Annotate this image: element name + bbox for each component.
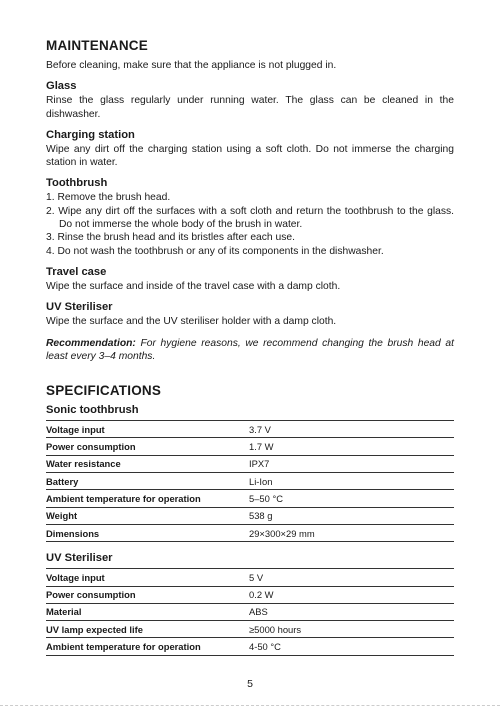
spec-value: 1.7 W: [249, 438, 454, 455]
table-row: [46, 438, 454, 455]
toothbrush-heading: Toothbrush: [46, 177, 108, 190]
spec-value: ≥5000 hours: [249, 621, 454, 638]
spec-label: Power consumption: [46, 438, 249, 455]
spec-value: 5 V: [249, 569, 454, 586]
uv-steriliser-heading: UV Steriliser: [46, 301, 113, 314]
toothbrush-steps: [46, 191, 454, 257]
uv-steriliser-spec-heading: UV Steriliser: [46, 552, 113, 565]
spec-value: 3.7 V: [249, 421, 454, 438]
spec-label: UV lamp expected life: [46, 621, 249, 638]
table-row: [46, 603, 454, 620]
glass-heading: Glass: [46, 80, 77, 93]
table-row: [46, 569, 454, 586]
spec-value: 29×300×29 mm: [249, 524, 454, 541]
toothbrush-step: 3. Rinse the brush head and its bristles after each use.: [46, 232, 295, 244]
toothbrush-step: 4. Do not wash the toothbrush or any of its components in the dishwasher.: [46, 245, 384, 257]
spec-value: IPX7: [249, 455, 454, 472]
recommendation-label: Recommendation:: [46, 337, 136, 349]
spec-label: Voltage input: [46, 421, 249, 438]
charging-station-text: Wipe any dirt off the charging station using a soft cloth. Do not immerse the charging station in water.: [46, 143, 454, 169]
page-number: 5: [247, 678, 253, 690]
table-row: [46, 490, 454, 507]
spec-label: Weight: [46, 507, 249, 524]
spec-label: Ambient temperature for operation: [46, 638, 249, 655]
table-row: [46, 473, 454, 490]
travel-case-text: Wipe the surface and inside of the travel case with a damp cloth.: [46, 280, 341, 292]
spec-value: 4-50 °C: [249, 638, 454, 655]
travel-case-heading: Travel case: [46, 265, 107, 278]
spec-label: Dimensions: [46, 524, 249, 541]
table-row: [46, 524, 454, 541]
spec-label: Voltage input: [46, 569, 249, 586]
spec-value: 5–50 °C: [249, 490, 454, 507]
specifications-section: [46, 383, 454, 656]
toothbrush-step: 2. Wipe any dirt off the surfaces with a soft cloth and return the toothbrush to the glass. Do not immerse the whole body of the brush in water.: [46, 205, 454, 231]
spec-value: 0.2 W: [249, 586, 454, 603]
manual-page: [46, 38, 454, 664]
spec-value: ABS: [249, 603, 454, 620]
table-row: [46, 507, 454, 524]
toothbrush-step: 1. Remove the brush head.: [46, 192, 171, 204]
table-row: [46, 621, 454, 638]
spec-value: Li-Ion: [249, 473, 454, 490]
footer-divider: [0, 705, 500, 706]
spec-label: Water resistance: [46, 455, 249, 472]
spec-label: Battery: [46, 473, 249, 490]
uv-steriliser-text: Wipe the surface and the UV steriliser holder with a damp cloth.: [46, 316, 337, 328]
table-row: [46, 586, 454, 603]
spec-label: Power consumption: [46, 586, 249, 603]
maintenance-heading: MAINTENANCE: [46, 38, 148, 53]
spec-label: Material: [46, 603, 249, 620]
table-row: [46, 455, 454, 472]
sonic-toothbrush-table: [46, 420, 454, 542]
uv-steriliser-table: [46, 568, 454, 655]
maintenance-intro: Before cleaning, make sure that the appliance is not plugged in.: [46, 60, 337, 71]
table-row: [46, 638, 454, 655]
glass-text: Rinse the glass regularly under running water. The glass can be cleaned in the dishwasher.: [46, 95, 454, 120]
charging-station-heading: Charging station: [46, 128, 135, 141]
recommendation: [46, 337, 454, 364]
specifications-heading: SPECIFICATIONS: [46, 383, 162, 399]
spec-label: Ambient temperature for operation: [46, 490, 249, 507]
spec-value: 538 g: [249, 507, 454, 524]
recommendation-text: For hygiene reasons, we recommend changing the brush head at least every 3–4 months.: [46, 337, 454, 362]
table-row: [46, 421, 454, 438]
sonic-toothbrush-heading: Sonic toothbrush: [46, 404, 139, 417]
